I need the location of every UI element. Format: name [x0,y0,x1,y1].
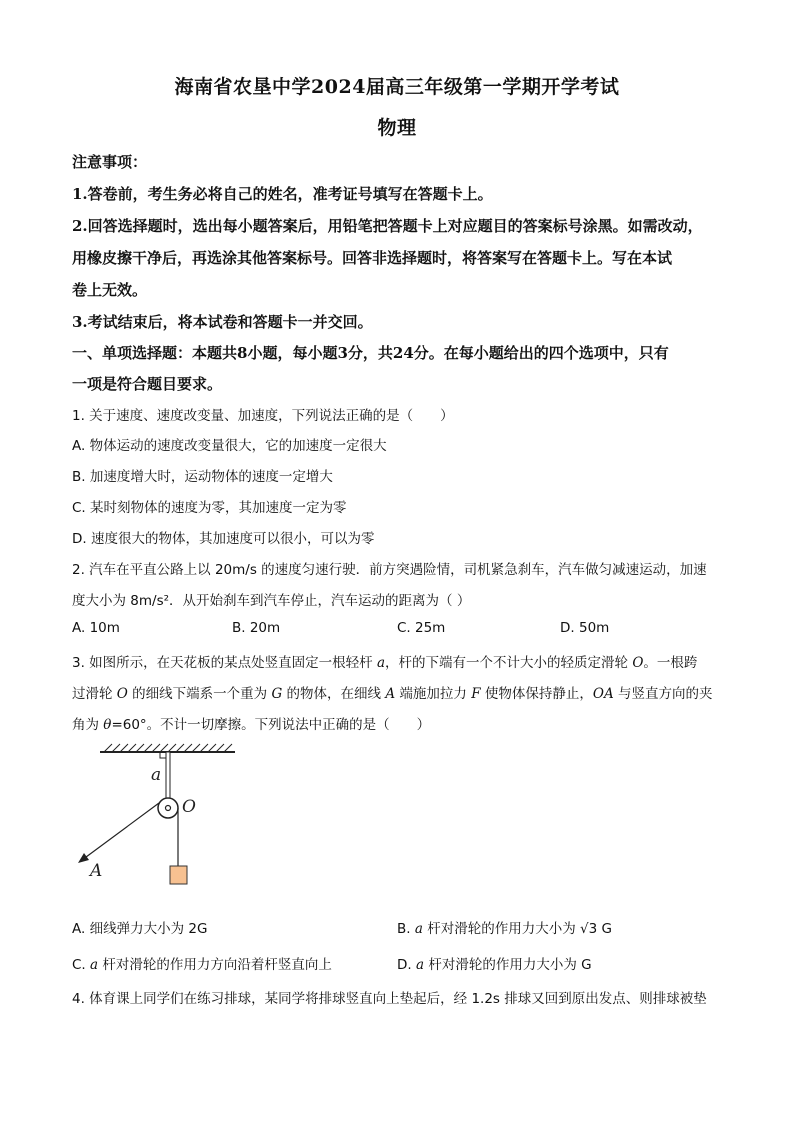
rod-label-a: a [151,765,162,785]
question-3-option-d: D. a 杆对滑轮的作用力大小为 G [397,957,592,973]
question-1-option-a: A. 物体运动的速度改变量很大，它的加速度一定很大 [72,438,387,454]
notice-item-2-line-3: 卷上无效。 [72,281,148,299]
pulley-axle [166,806,171,811]
question-1-stem: 1. 关于速度、速度改变量、加速度，下列说法正确的是（ ） [72,408,454,424]
arrow-head [78,853,89,863]
string-oa [82,803,159,860]
question-2-line-1: 2. 汽车在平直公路上以 20m/s 的速度匀速行驶．前方突遇险情，司机紧急刹车，汽车做匀减速运动，加速 [72,562,707,578]
section-heading-line-1: 一、单项选择题：本题共8小题，每小题3分，共24分。在每小题给出的四个选项中，只有 [72,344,669,362]
question-3-line-3: 角为 θ=60°。不计一切摩擦。下列说法中正确的是（ ） [72,717,431,733]
notice-item-3: 3.考试结束后，将本试卷和答题卡一并交回。 [72,313,373,331]
end-label-a: A [90,861,103,881]
notice-heading: 注意事项： [72,153,148,171]
notice-item-2-line-1: 2.回答选择题时，选出每小题答案后，用铅笔把答题卡上对应题目的答案标号涂黑。如需改动， [72,217,703,235]
question-1-option-b: B. 加速度增大时，运动物体的速度一定增大 [72,469,333,485]
pulley-label-o: O [182,797,196,817]
question-3-option-a: A. 细线弹力大小为 2G [72,921,208,937]
question-3-line-2: 过滑轮 O 的细线下端系一个重为 G 的物体，在细线 A 端施加拉力 F 使物体保持静止，OA 与竖直方向的夹 [72,686,713,702]
exam-title: 海南省农垦中学2024届高三年级第一学期开学考试 [174,76,620,98]
question-2-line-2: 度大小为 8m/s²．从开始刹车到汽车停止，汽车运动的距离为（ ） [72,593,471,609]
question-3-line-1: 3. 如图所示，在天花板的某点处竖直固定一根轻杆 a，杆的下端有一个不计大小的轻质定滑轮 O。一根跨 [72,655,698,671]
question-2-option-a: A. 10m [72,620,120,636]
question-2-option-b: B. 20m [232,620,281,636]
hanging-block [170,866,187,884]
notice-item-2-line-2: 用橡皮擦干净后，再选涂其他答案标号。回答非选择题时，将答案写在答题卡上。写在本试 [72,249,673,267]
question-3-option-c: C. a 杆对滑轮的作用力方向沿着杆竖直向上 [72,957,332,973]
question-2-option-d: D. 50m [560,620,610,636]
question-1-option-c: C. 某时刻物体的速度为零，其加速度一定为零 [72,500,347,516]
notice-item-1: 1.答卷前，考生务必将自己的姓名，准考证号填写在答题卡上。 [72,185,493,203]
ceiling-hatching [104,744,232,752]
section-heading-line-2: 一项是符合题目要求。 [72,375,223,393]
question-4-line-1: 4. 体育课上同学们在练习排球，某同学将排球竖直向上垫起后，经 1.2s 排球又回到原出发点、则排球被垫 [72,991,707,1007]
subject-title: 物理 [377,117,417,139]
question-3-option-b: B. a 杆对滑轮的作用力大小为 √3 G [397,921,612,937]
pulley-diagram [70,740,250,890]
question-2-option-c: C. 25m [397,620,446,636]
question-1-option-d: D. 速度很大的物体，其加速度可以很小，可以为零 [72,531,375,547]
